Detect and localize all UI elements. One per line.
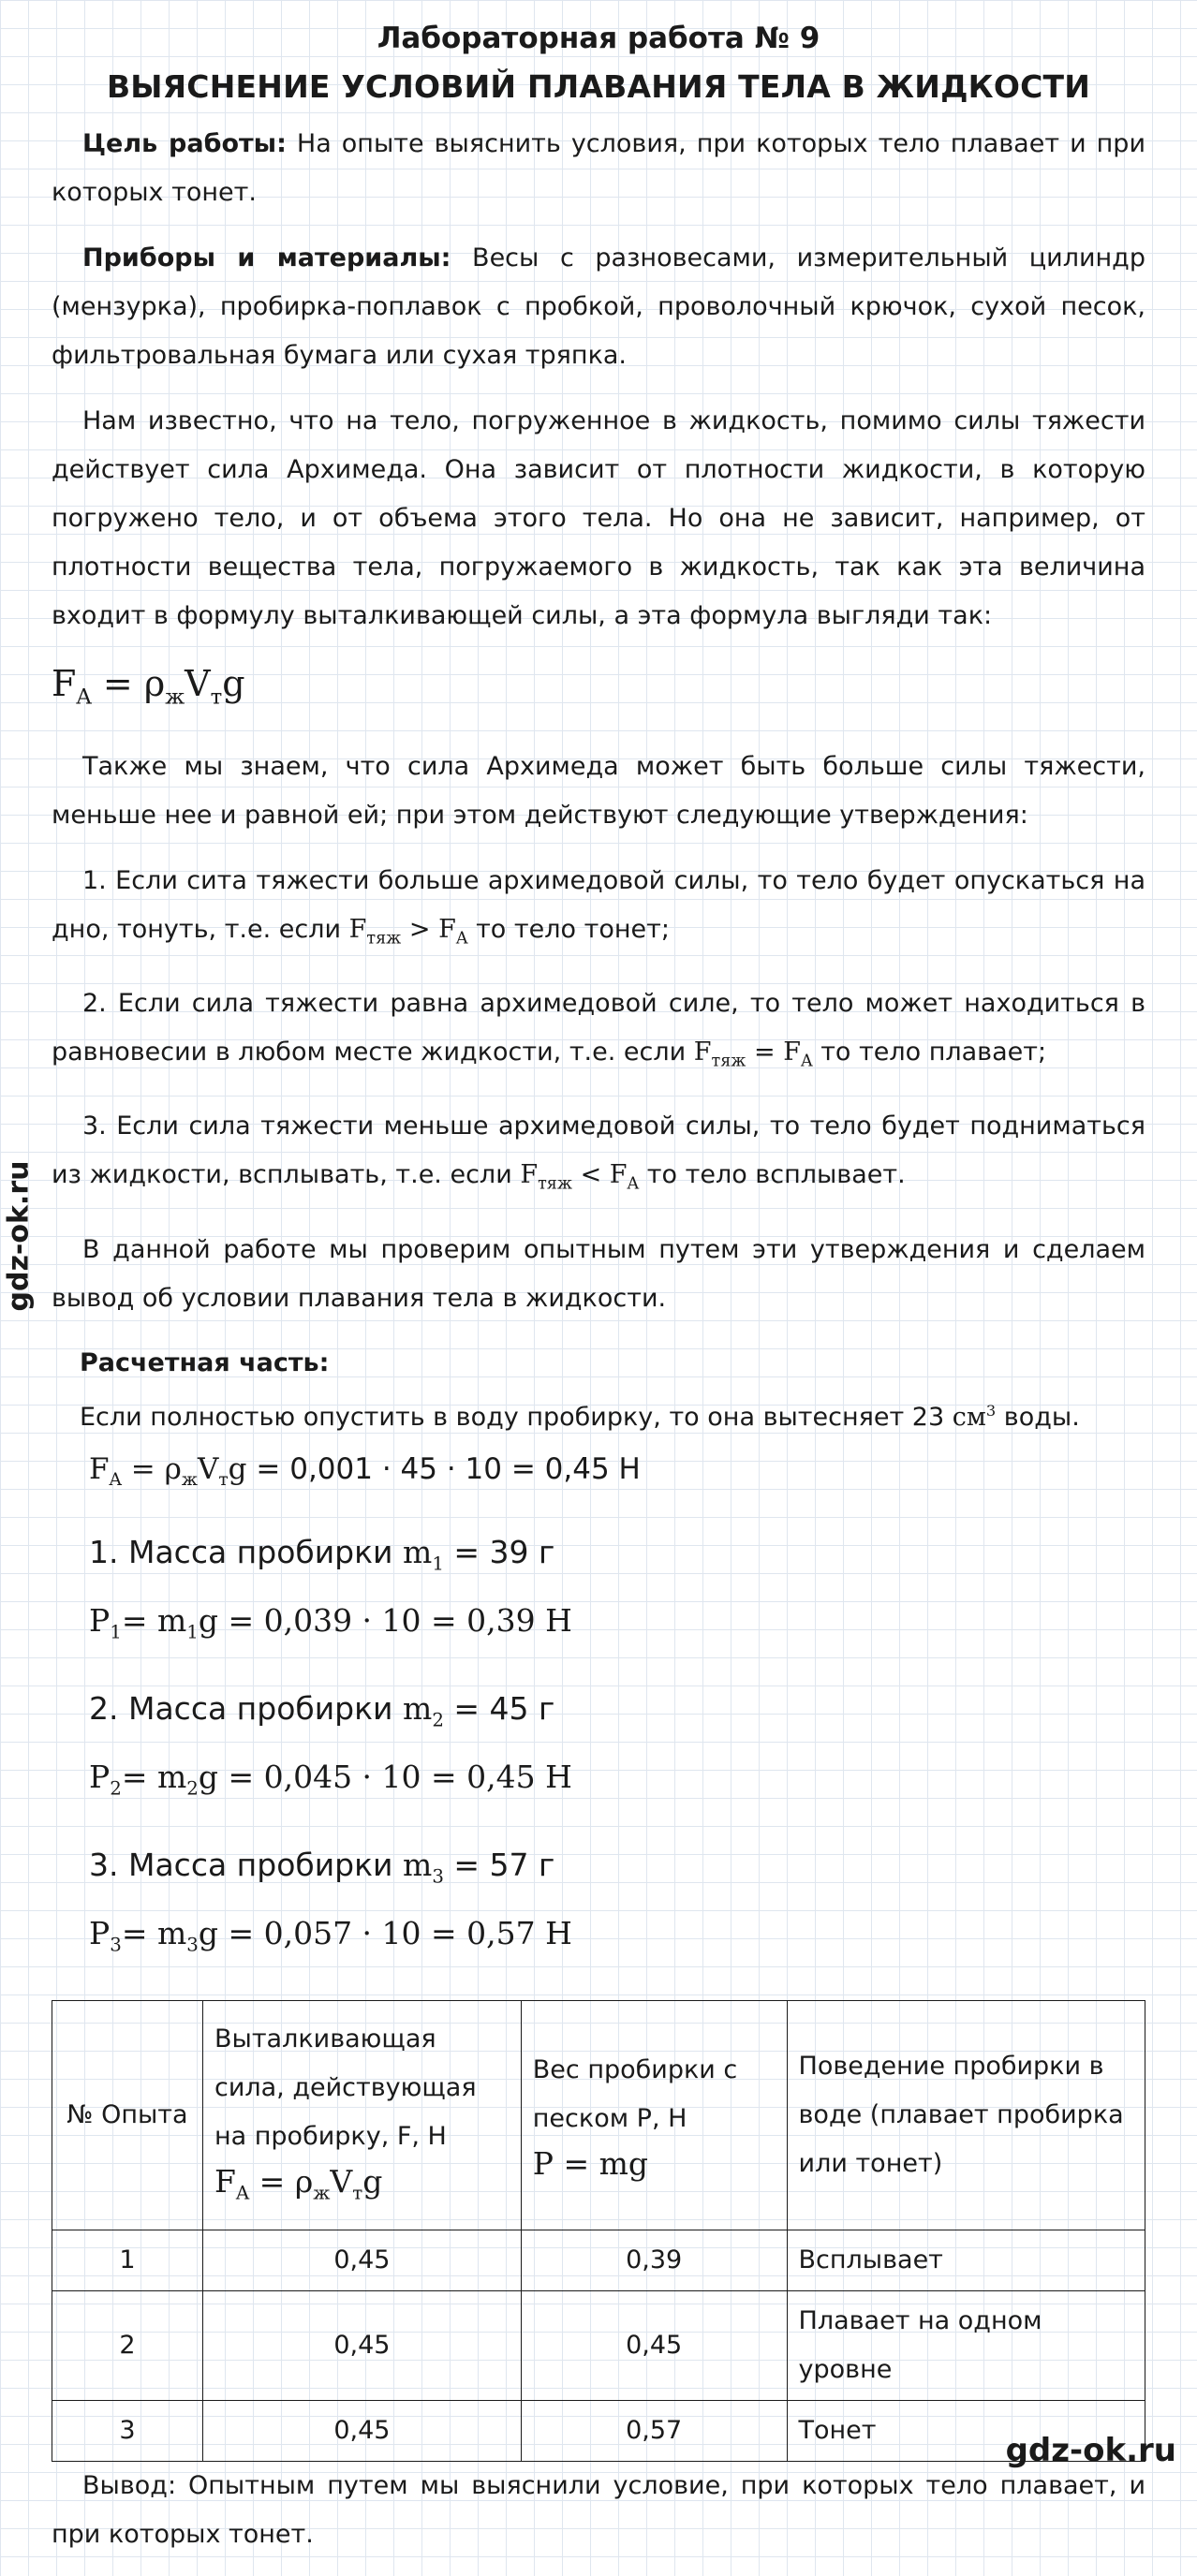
mass-3-symbol: $m_3$: [403, 1847, 444, 1888]
header-num: № Опыта: [52, 2000, 203, 2230]
document-page: [52, 17, 1145, 2576]
mass-1-value: = 39 г: [453, 1533, 555, 1570]
conclusion-paragraph: Вывод: Опытным путем мы выяснили условие, при которых тело плавает, и при которых тонет.: [52, 2470, 1145, 2549]
calc-intro-line: [80, 1387, 1145, 1442]
mass-1: [89, 1524, 1145, 1593]
table-header-row: [52, 2000, 1145, 2230]
weight-1: [89, 1593, 1145, 1661]
page-subtitle: ВЫЯСНЕНИЕ УСЛОВИЙ ПЛАВАНИЯ ТЕЛА В ЖИДКОСТИ: [106, 68, 1091, 105]
statement-3-formula: $F_{тяж}$: [520, 1160, 572, 1194]
header-force-text: Выталкивающая сила, действующая на пробирку, F, Н: [214, 2024, 477, 2152]
row-2-behavior: Плавает на одном уровне: [787, 2290, 1145, 2400]
header-weight-text: Вес пробирки с песком Р, Н: [532, 2054, 738, 2133]
goal-paragraph: [52, 120, 1145, 217]
mass-3: [89, 1837, 1145, 1906]
mass-2: [89, 1681, 1145, 1749]
mass-1-label: 1. Масса пробирки: [89, 1533, 393, 1570]
intro-paragraph: Нам известно, что на тело, погруженное в жидкость, помимо силы тяжести действует сила Архимеда. Она зависит от плотности жидкости, в которую погружено тело, и от объема этого тела. Но она не зависит, например, от плотности вещества тела, погружаемого в жидкость, так как эта величина входит в формулу выталкивающей силы, а эта формула выгляди так:: [52, 406, 1145, 630]
weight-3-calc: g = 0,057 · 10 = 0,57 Н: [198, 1914, 572, 1951]
materials-text: Весы с разновесами, измерительный цилиндр (мензурка), пробирка-поплавок с пробкой, проволочный крючок, сухой песок, фильтровальная бумага или сухая тряпка.: [52, 243, 1145, 370]
buoyancy-symbols: $F_A = \rho_жV_тg$: [89, 1451, 247, 1490]
row-1-num: 1: [52, 2230, 203, 2290]
goal-text: На опыте выяснить условия, при которых тело плавает и при которых тонет.: [52, 129, 1145, 207]
side-watermark-text: gdz-ok.ru: [2, 1160, 36, 1312]
header-behavior: Поведение пробирки в воде (плавает пробирка или тонет): [787, 2000, 1145, 2230]
row-1-force: 0,45: [202, 2230, 521, 2290]
statement-1-formula: $F_{тяж}$: [348, 914, 402, 948]
row-1-weight: 0,39: [521, 2230, 787, 2290]
statement-2: [52, 979, 1145, 1085]
row-3-force: 0,45: [202, 2400, 521, 2461]
archimedes-formula: $F_A = \rho_жV_тg$: [52, 663, 245, 710]
mass-1-symbol: $m_1$: [403, 1533, 444, 1575]
mass-2-value: = 45 г: [453, 1690, 555, 1728]
table-row: [52, 2290, 1145, 2400]
weight-1-calc: g = 0,039 · 10 = 0,39 Н: [198, 1601, 572, 1639]
buoyancy-result: = 0,001 · 45 · 10 = 0,45 Н: [256, 1451, 641, 1486]
header-force-formula: $F_A = \rho_жV_тg$: [214, 2163, 383, 2204]
results-table: [52, 2000, 1145, 2462]
statement-1: [52, 857, 1145, 963]
statement-2-relation: =: [753, 1037, 776, 1067]
buoyancy-calc: [89, 1446, 1145, 1504]
row-2-num: 2: [52, 2290, 203, 2400]
table-row: [52, 2400, 1145, 2461]
corner-watermark: gdz-ok.ru: [1005, 2432, 1176, 2469]
row-3-num: 3: [52, 2400, 203, 2461]
statement-1-tail: то тело тонет;: [476, 914, 670, 944]
calc-intro-text: Если полностью опустить в воду пробирку, то она вытесняет 23: [80, 1402, 945, 1432]
goal-label: Цель работы:: [82, 129, 287, 158]
row-3-weight: 0,57: [521, 2400, 787, 2461]
also-paragraph: Также мы знаем, что сила Архимеда может быть больше силы тяжести, меньше нее и равной ей; при этом действуют следующие утверждения:: [52, 751, 1145, 830]
header-weight-formula: P = mg: [532, 2144, 649, 2182]
mass-3-label: 3. Масса пробирки: [89, 1847, 393, 1884]
page-title: Лабораторная работа № 9: [377, 22, 820, 55]
row-1-behavior: Всплывает: [787, 2230, 1145, 2290]
statement-2-fa: $F_A$: [783, 1037, 813, 1071]
statement-3-fa: $F_A$: [609, 1160, 640, 1194]
statement-3-tail: то тело всплывает.: [646, 1160, 906, 1190]
weight-3: [89, 1906, 1145, 1974]
statement-2-tail: то тело плавает;: [820, 1037, 1047, 1067]
calc-heading: Расчетная часть:: [80, 1347, 330, 1377]
statement-1-text: 1. Если сита тяжести больше архимедовой силы, то тело будет опускаться на дно, тонуть, т.е. если: [52, 865, 1145, 944]
statement-1-relation: >: [408, 914, 431, 944]
weight-2: [89, 1749, 1145, 1818]
table-row: [52, 2230, 1145, 2290]
side-watermark: [0, 1142, 39, 1330]
statement-3-relation: <: [580, 1160, 602, 1190]
weight-2-symbol: $P_2= m_2$: [89, 1758, 199, 1800]
mass-3-value: = 57 г: [453, 1847, 555, 1884]
weight-2-calc: g = 0,045 · 10 = 0,45 Н: [198, 1758, 572, 1795]
header-weight: [521, 2000, 787, 2230]
volume-unit: $см^3$: [952, 1401, 997, 1432]
row-2-weight: 0,45: [521, 2290, 787, 2400]
materials-label: Приборы и материалы:: [82, 243, 451, 272]
weight-1-symbol: $P_1= m_1$: [89, 1601, 199, 1643]
statement-3: [52, 1102, 1145, 1208]
statement-3-text: 3. Если сила тяжести меньше архимедовой силы, то тело будет подниматься из жидкости, всплывать, т.е. если: [52, 1111, 1145, 1190]
mass-2-symbol: $m_2$: [403, 1690, 444, 1731]
header-force: [202, 2000, 521, 2230]
statement-2-text: 2. Если сила тяжести равна архимедовой силе, то тело может находиться в равновесии в любом месте жидкости, т.е. если: [52, 988, 1145, 1067]
materials-paragraph: [52, 234, 1145, 380]
statement-2-formula: $F_{тяж}$: [693, 1037, 746, 1071]
calc-intro-after: воды.: [1003, 1402, 1080, 1432]
statement-1-fa: $F_A$: [438, 914, 468, 948]
weight-3-symbol: $P_3= m_3$: [89, 1914, 199, 1956]
mass-2-label: 2. Масса пробирки: [89, 1690, 393, 1728]
work-paragraph: В данной работе мы проверим опытным путем эти утверждения и сделаем вывод об условии плавания тела в жидкости.: [52, 1234, 1145, 1313]
row-2-force: 0,45: [202, 2290, 521, 2400]
row-3-behavior: Тонет: [787, 2400, 1145, 2461]
